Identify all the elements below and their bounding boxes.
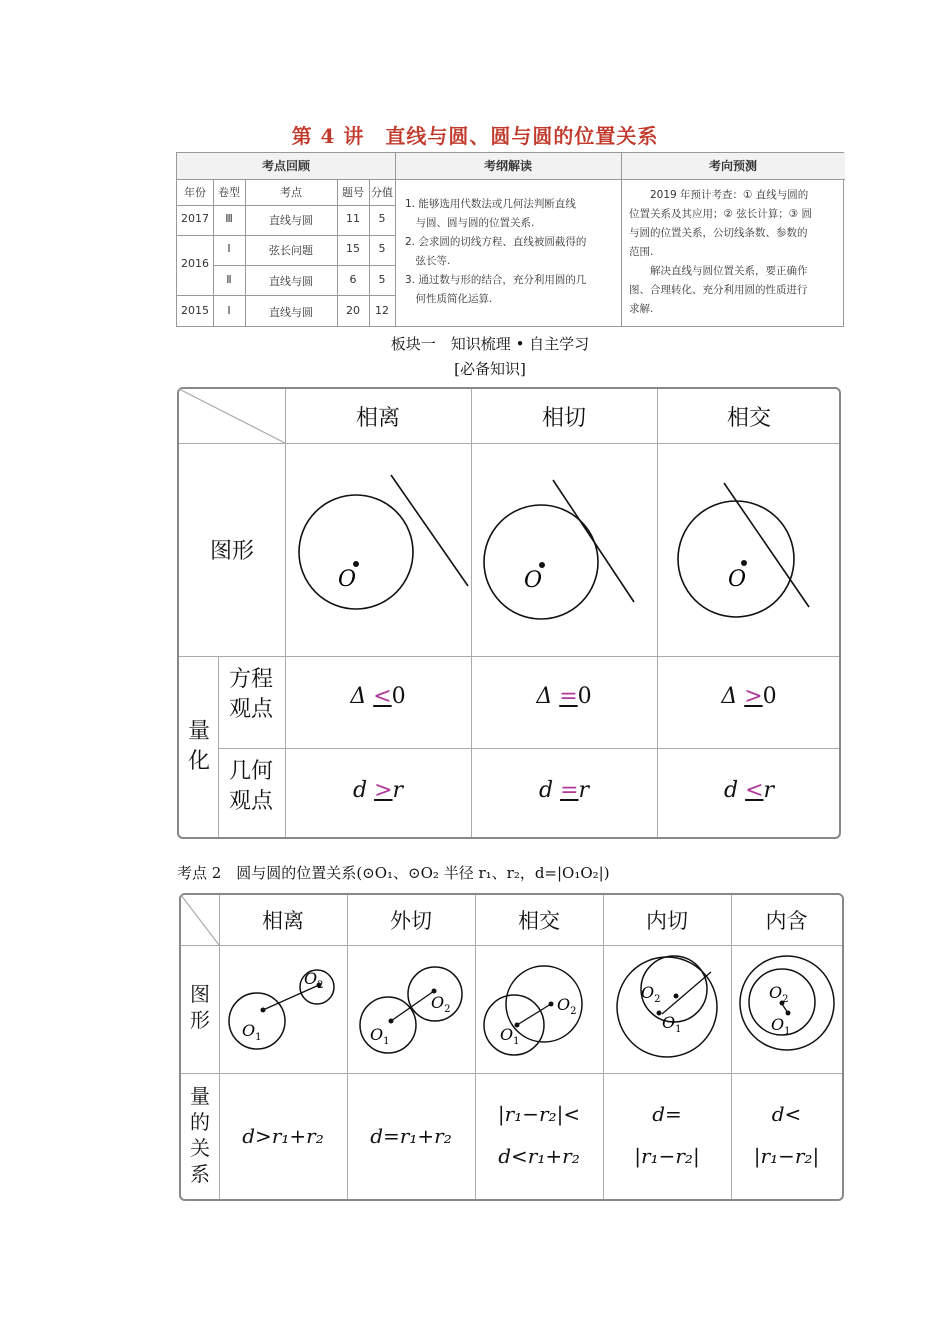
svg-text:O: O (524, 568, 543, 593)
relation-intersect: |r₁−r₂|< d<r₁+r₂ (497, 1102, 581, 1168)
eq-separate: Δ <0 (350, 684, 406, 709)
cell-point: 直线与圆 (269, 275, 313, 288)
cell-paper: Ⅰ (227, 242, 231, 255)
cell-point: 弦长问题 (269, 244, 313, 257)
svg-text:O2: $O_2$ (557, 995, 577, 1017)
svg-text:O2: $O_2$ (431, 993, 451, 1015)
figure-separate (220, 946, 346, 1072)
col-num: 题号 (342, 186, 364, 199)
geo-tangent: d =r (538, 778, 590, 803)
figure-intersect (658, 445, 842, 655)
row-label-relation: 量的关系 (190, 1084, 210, 1186)
header-external-tangent: 外切 (390, 909, 432, 933)
diagonal-header (181, 895, 219, 945)
col-point: 考点 (280, 186, 302, 199)
eq-intersect: Δ >0 (721, 684, 777, 709)
header-intersect: 相交 (518, 909, 560, 933)
header-tangent: 相切 (541, 406, 586, 431)
figure-separate (286, 445, 470, 655)
geo-separate: d >r (352, 778, 404, 803)
row-label-figure: 图形 (209, 539, 254, 564)
cell-score: 12 (375, 304, 389, 317)
col-year: 年份 (184, 186, 206, 199)
figure-intersect (476, 946, 602, 1072)
subsection-heading: [必备知识] (454, 360, 526, 378)
figure-external-tangent (348, 946, 474, 1072)
cell-year: 2016 (181, 257, 209, 270)
row-label-quantify: 量化 (187, 719, 210, 774)
page-title: 第 4 讲 直线与圆、圆与圆的位置关系 (291, 124, 659, 148)
line-circle-table (177, 387, 841, 839)
svg-text:O1: $O_1$ (771, 1015, 791, 1037)
row-label-figure: 图形 (190, 982, 210, 1032)
header-review: 考点回顾 (177, 153, 395, 179)
cell-num: 11 (346, 212, 360, 225)
cell-score: 5 (378, 273, 386, 286)
cell-score: 5 (378, 212, 386, 225)
svg-text:O: O (728, 567, 747, 592)
header-forecast: 考向预测 (621, 153, 845, 179)
cell-paper: Ⅰ (227, 304, 231, 317)
header-contain: 内含 (765, 909, 808, 933)
geo-intersect: d <r (723, 778, 775, 803)
svg-text:O1: $O_1$ (242, 1021, 262, 1043)
header-internal-tangent: 内切 (646, 909, 688, 933)
summary-table (176, 152, 844, 327)
svg-text:O1: $O_1$ (370, 1025, 390, 1047)
relation-internal-tangent: d= |r₁−r₂| (634, 1102, 700, 1168)
cell-score: 5 (378, 242, 386, 255)
svg-text:O2: $O_2$ (769, 983, 789, 1005)
note-text: 考点 2 圆与圆的位置关系(⊙O₁、⊙O₂ 半径 r₁、r₂，d=|O₁O₂|) (177, 864, 610, 882)
row-label-equation: 方程观点 (228, 667, 273, 722)
relation-separate: d>r₁+r₂ (242, 1124, 324, 1148)
cell-year: 2015 (181, 304, 209, 317)
forecast-text: 2019 年预计考查：① 直线与圆的 位置关系及其应用；② 弦长计算；③ 圆 与圆的位置关系，公切线条数、参数的 范围. 解决直线与圆位置关系，要正确作 图、合理转化、充分利用圆的性质进行 求解. (629, 189, 813, 315)
cell-paper: Ⅱ (226, 273, 232, 286)
outline-text: 1. 能够选用代数法或几何法判断直线 与圆、圆与圆的位置关系. 2. 会求圆的切线方程、直线被圆截得的 弦长等. 3. 通过数与形的结合，充分利用圆的几 何性质简化运算. (405, 198, 587, 305)
cell-num: 6 (349, 273, 357, 286)
svg-text:O1: $O_1$ (500, 1025, 520, 1047)
row-label-geometry: 几何观点 (228, 759, 273, 814)
svg-text:O2: $O_2$ (641, 983, 661, 1005)
cell-paper: Ⅲ (225, 212, 233, 225)
svg-text:O: O (338, 567, 357, 592)
header-outline: 考纲解读 (395, 153, 621, 179)
cell-point: 直线与圆 (269, 214, 313, 227)
header-separate: 相离 (262, 909, 304, 933)
header-separate: 相离 (355, 406, 400, 431)
cell-point: 直线与圆 (269, 306, 313, 319)
relation-contain: d< |r₁−r₂| (753, 1102, 820, 1168)
svg-text:O2: $O_2$ (304, 969, 324, 991)
col-paper: 卷型 (218, 186, 240, 199)
circle-circle-table (179, 893, 844, 1201)
header-intersect: 相交 (726, 406, 771, 431)
cell-num: 20 (346, 304, 360, 317)
relation-external-tangent: d=r₁+r₂ (370, 1124, 452, 1148)
svg-text:O1: $O_1$ (662, 1013, 682, 1035)
cell-year: 2017 (181, 212, 209, 225)
diagonal-header (179, 389, 285, 443)
section-heading: 板块一 知识梳理 • 自主学习 (390, 335, 590, 353)
cell-num: 15 (346, 242, 360, 255)
col-score: 分值 (371, 186, 393, 199)
figure-internal-tangent (604, 946, 730, 1072)
figure-contain (732, 946, 842, 1072)
figure-tangent (472, 445, 656, 655)
eq-tangent: Δ =0 (536, 684, 592, 709)
